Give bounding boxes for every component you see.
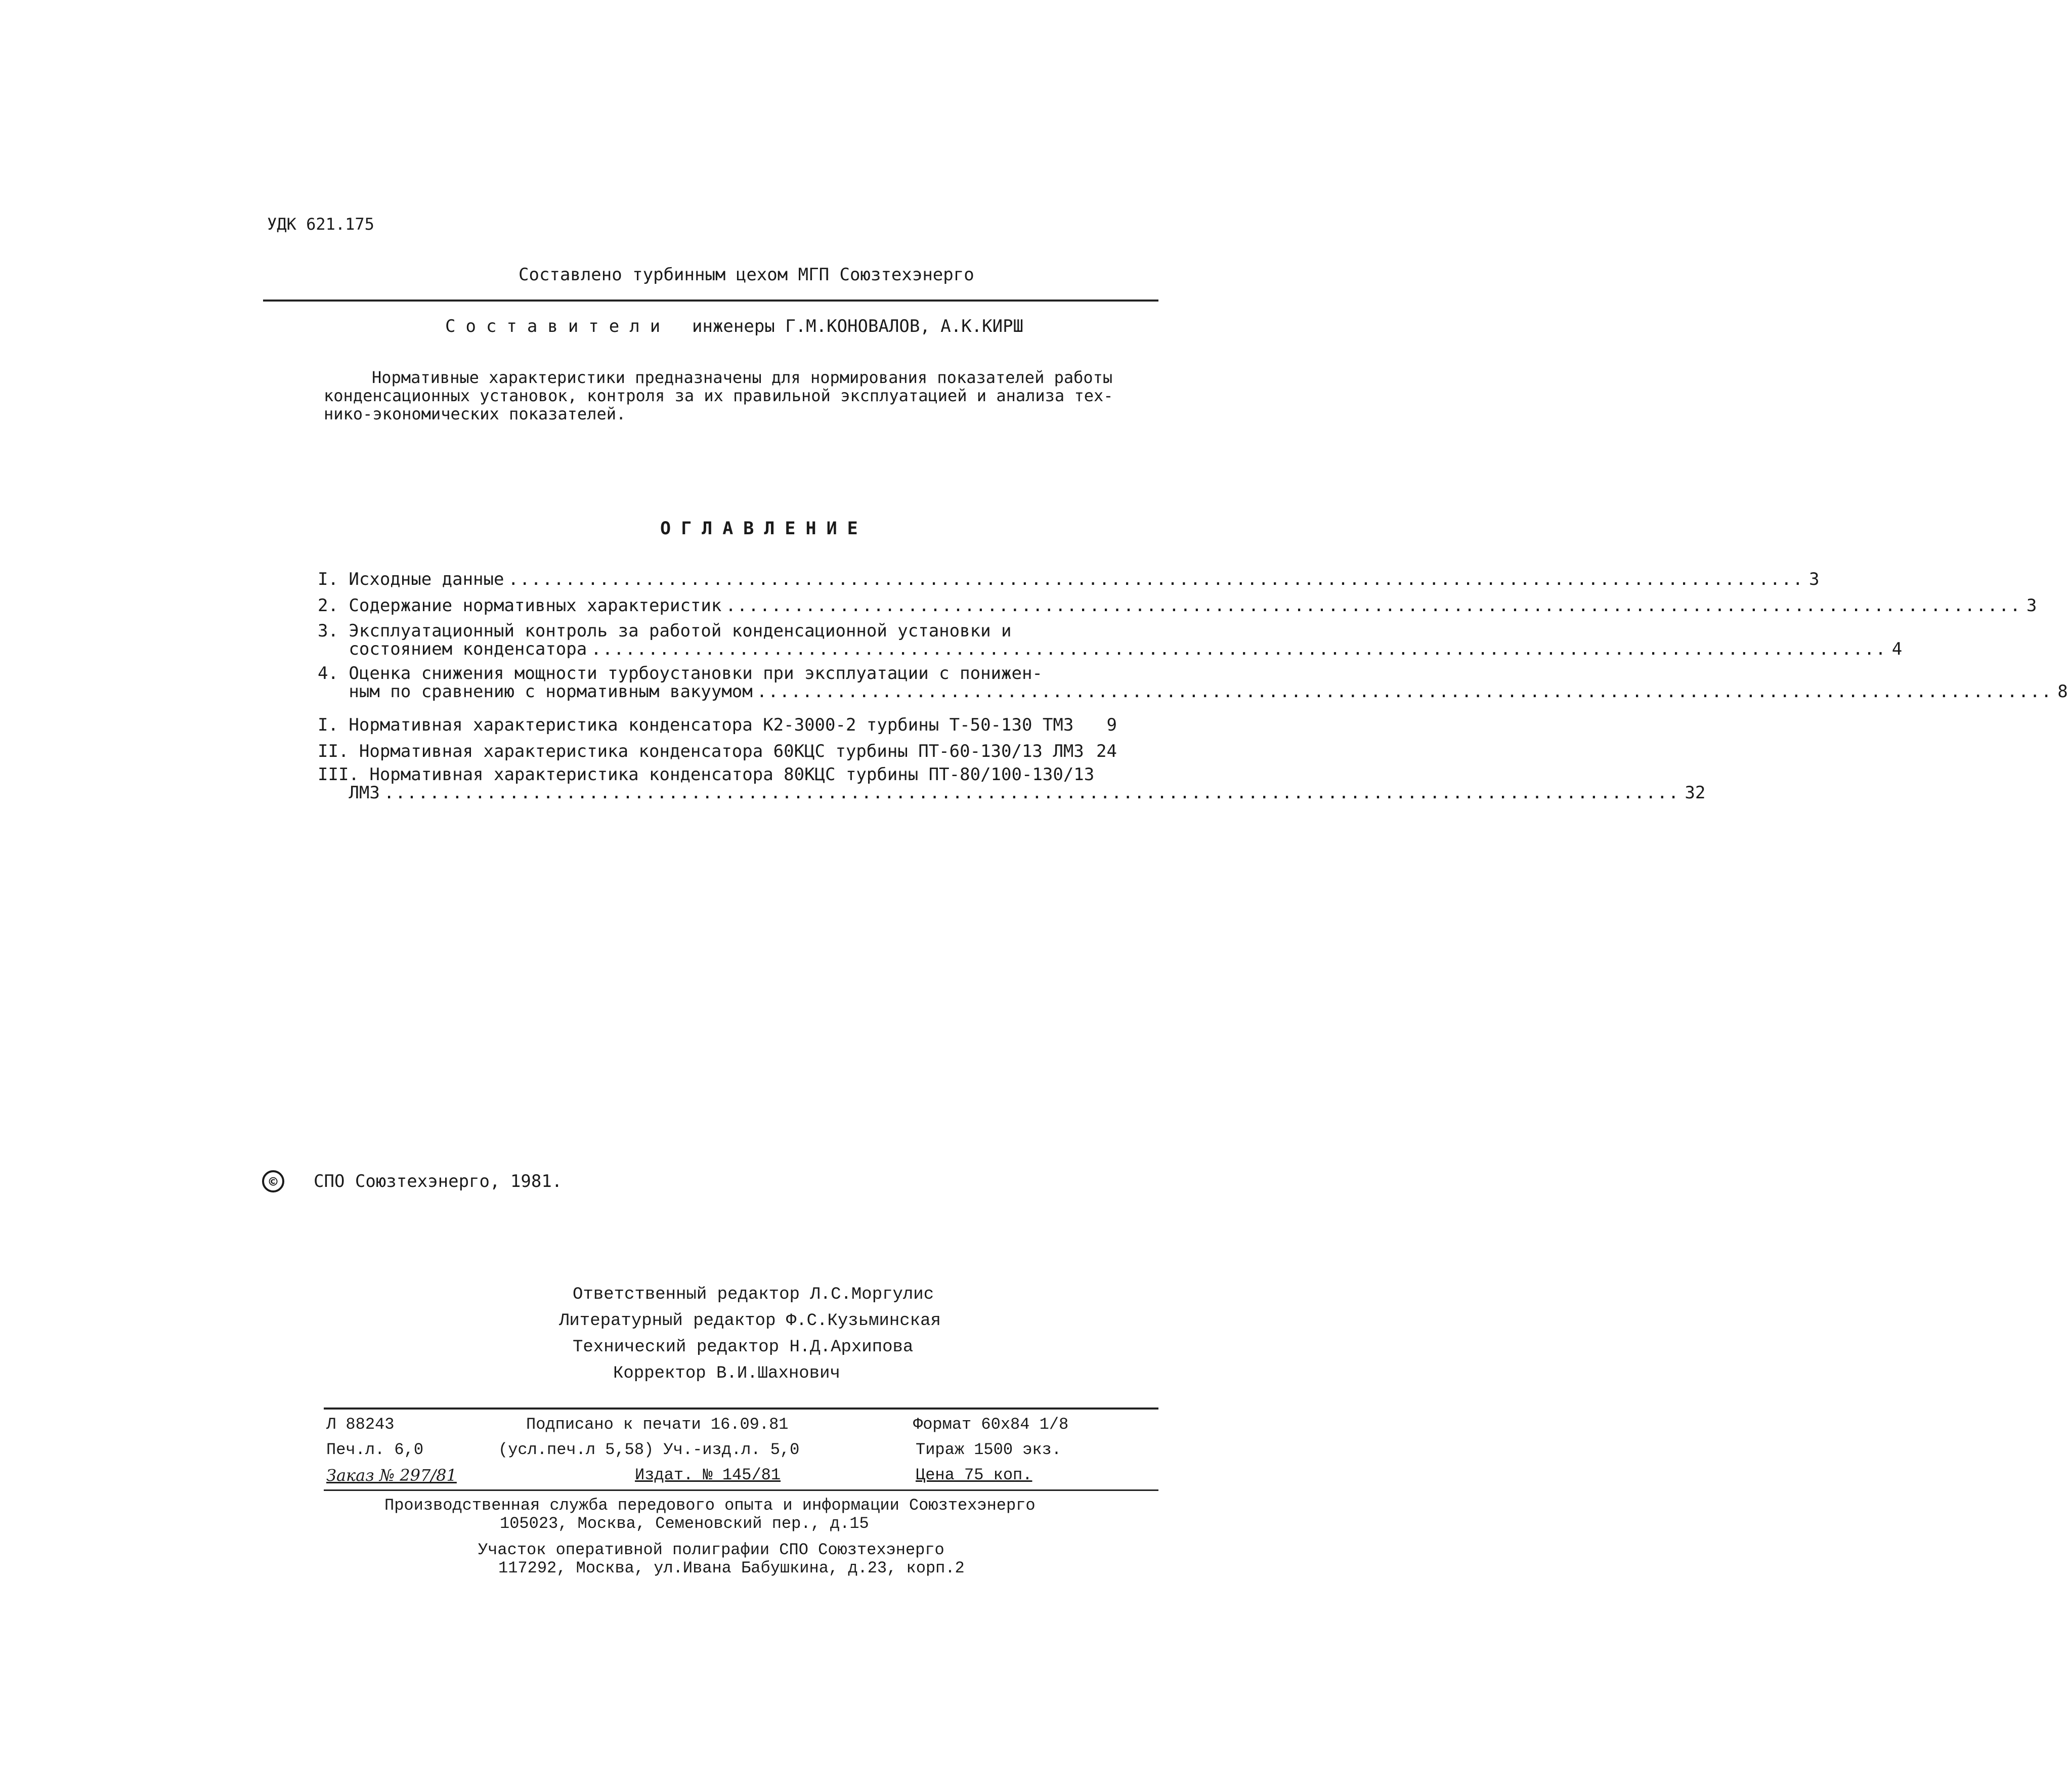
abstract-line: конденсационных установок, контроля за их правильной эксплуатацией и анализа тех-: [324, 386, 1113, 405]
toc-item-label: 2. Содержание нормативных характеристик: [318, 595, 722, 616]
toc-item-page: 8: [2057, 681, 2068, 702]
toc-item-page: 9: [1106, 715, 1117, 735]
toc-item-label: I. Нормативная характеристика конденсатора К2-3000-2 турбины Т-50-130 ТМЗ: [318, 715, 1074, 735]
toc-item-page: 3: [2026, 595, 2037, 616]
toc-item[interactable]: [318, 715, 1117, 735]
toc-item[interactable]: [318, 639, 1903, 659]
toc-leader-dots: ..................................................................................................................: [725, 595, 2021, 616]
toc-leader-dots: ..................................................................................................................: [756, 681, 2053, 702]
toc-item-page: 32: [1685, 783, 1706, 803]
copyright-text: СПО Союзтехэнерго, 1981.: [314, 1171, 563, 1191]
editor-line: Корректор В.И.Шахнович: [613, 1364, 840, 1383]
toc-item-label: I. Исходные данные: [318, 569, 504, 589]
toc-item-label: 3. Эксплуатационный контроль за работой конденсационной установки и: [318, 621, 1012, 641]
compiled-by-line: Составлено турбинным цехом МГП Союзтехэнерго: [519, 265, 974, 285]
imprint-cell: Печ.л. 6,0: [326, 1440, 424, 1459]
toc-item-label-cont: ным по сравнению с нормативным вакуумом: [318, 681, 753, 702]
toc-item-label: II. Нормативная характеристика конденсатора 60КЦС турбины ПТ-60-130/13 ЛМЗ: [318, 741, 1084, 761]
editor-line: Ответственный редактор Л.С.Моргулис: [573, 1285, 934, 1304]
editor-line: Технический редактор Н.Д.Архипова: [573, 1338, 914, 1357]
imprint-bottom-rule: [324, 1489, 1158, 1491]
toc-item-label: 4. Оценка снижения мощности турбоустановки при эксплуатации с понижен-: [318, 663, 1043, 684]
imprint-top-rule: [324, 1407, 1158, 1410]
imprint-cell: Подписано к печати 16.09.81: [526, 1415, 789, 1434]
toc-item[interactable]: [318, 681, 2068, 702]
toc-item[interactable]: [318, 742, 1117, 761]
publisher-line: 105023, Москва, Семеновский пер., д.15: [500, 1514, 869, 1533]
toc-item-page: 24: [1096, 741, 1117, 761]
publisher-line: Производственная служба передового опыта и информации Союзтехэнерго: [384, 1496, 1036, 1515]
printer-line: 117292, Москва, ул.Ивана Бабушкина, д.23, корп.2: [498, 1559, 965, 1577]
toc-item-label: III. Нормативная характеристика конденсатора 80КЦС турбины ПТ-80/100-130/13: [318, 764, 1095, 785]
udk-code: УДК 621.175: [267, 215, 374, 234]
toc-leader-dots: ..................................................................................................................: [508, 569, 1804, 589]
toc-title: ОГЛАВЛЕНИЕ: [660, 519, 868, 539]
imprint-cell: Тираж 1500 экз.: [916, 1440, 1062, 1459]
abstract-line: Нормативные характеристики предназначены для нормирования показателей работы: [372, 368, 1113, 387]
toc-item-label-cont: ЛМЗ: [318, 783, 380, 803]
authors-names: инженеры Г.М.КОНОВАЛОВ, А.К.КИРШ: [692, 316, 1024, 336]
toc-item[interactable]: [318, 569, 1820, 589]
imprint-cell: Формат 60x84 1/8: [913, 1415, 1069, 1434]
toc-leader-dots: ..................................................................................................................: [383, 783, 1680, 803]
toc-item[interactable]: [318, 783, 1706, 803]
imprint-cell: (усл.печ.л 5,58) Уч.-изд.л. 5,0: [498, 1440, 800, 1459]
imprint-cell: Л 88243: [326, 1415, 395, 1434]
imprint-cell: Заказ № 297/81: [326, 1466, 457, 1485]
authors-label: Составители: [445, 316, 671, 336]
header-rule: [263, 300, 1158, 302]
toc-item[interactable]: [318, 595, 2037, 616]
imprint-cell: Издат. № 145/81: [635, 1466, 781, 1484]
toc-leader-dots: ..................................................................................................................: [591, 639, 1887, 659]
toc-item-page: 4: [1891, 639, 1903, 659]
editor-line: Литературный редактор Ф.С.Кузьминская: [559, 1311, 941, 1331]
copyright-icon: ©: [262, 1170, 284, 1192]
abstract-line: нико-экономических показателей.: [324, 404, 626, 423]
imprint-cell: Цена 75 коп.: [916, 1466, 1032, 1484]
printer-line: Участок оперативной полиграфии СПО Союзтехэнерго: [478, 1541, 944, 1559]
toc-item-label-cont: состоянием конденсатора: [318, 639, 587, 659]
toc-item-page: 3: [1809, 569, 1820, 589]
